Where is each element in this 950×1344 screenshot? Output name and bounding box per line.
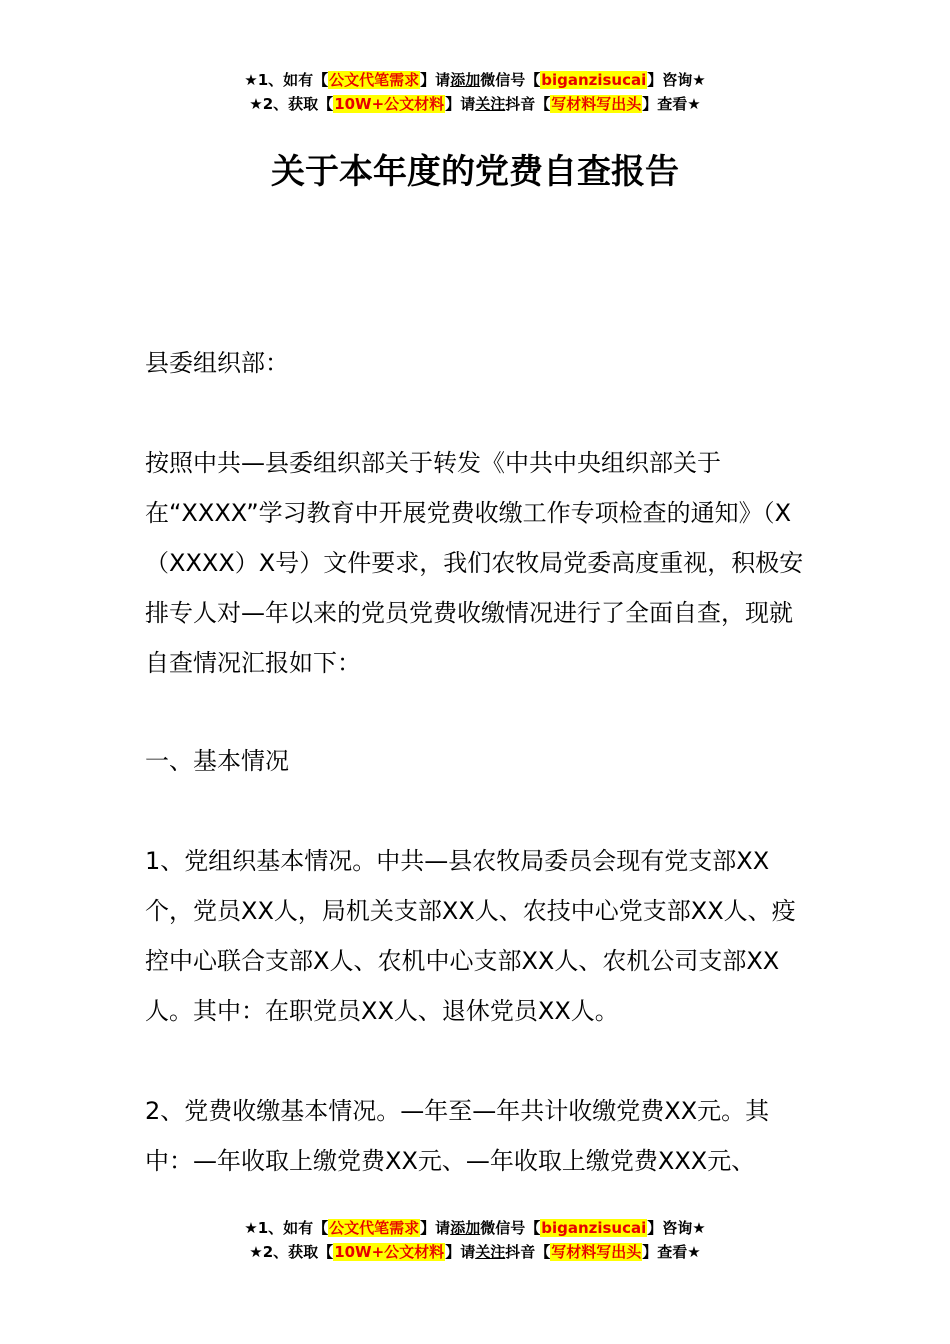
body-paragraph [145, 438, 813, 688]
banner-text: ★1、如有【 [244, 71, 329, 89]
header-banner [0, 68, 950, 116]
banner-text: ★2、获取【 [249, 1243, 334, 1261]
banner-line-1 [0, 68, 950, 92]
paragraph-text: 按照中共—县委组织部关于转发《中共中央组织部关于在“XXXX”学习教育中开展党费收缴工作专项检查的通知》（X（XXXX）X号）文件要求，我们农牧局党委高度重视，积极安排专人对—年以来的党员党费收缴情况进行了全面自查，现就自查情况汇报如下： [145, 449, 804, 677]
banner-underline: 添加 [450, 71, 481, 89]
banner-highlight: 写材料写出头 [551, 1243, 642, 1261]
footer-banner [0, 1216, 950, 1264]
banner-line-1 [0, 1216, 950, 1240]
banner-text: 】请 [420, 71, 451, 89]
document-title: 关于本年度的党费自查报告 [271, 152, 679, 192]
banner-underline: 关注 [475, 1243, 506, 1261]
salutation-text: 县委组织部： [145, 349, 289, 377]
banner-text: ★2、获取【 [249, 95, 334, 113]
list-item [145, 1086, 813, 1186]
banner-text: 抖音【 [505, 95, 551, 113]
banner-highlight: 10W+公文材料 [334, 95, 445, 113]
banner-line-2 [0, 92, 950, 116]
banner-highlight: biganzisucai [541, 1219, 647, 1237]
list-item [145, 836, 813, 1036]
banner-underline: 关注 [475, 95, 506, 113]
banner-text: 】请 [445, 1243, 476, 1261]
banner-text: 】咨询★ [647, 71, 706, 89]
list-item-text: 1、党组织基本情况。中共—县农牧局委员会现有党支部XX个，党员XX人，局机关支部XX人、农技中心党支部XX人、疫控中心联合支部X人、农机中心支部XX人、农机公司支部XX人。其中：在职党员XX人、退休党员XX人。 [145, 847, 796, 1025]
banner-text: 抖音【 [505, 1243, 551, 1261]
section-heading-text: 一、基本情况 [145, 747, 289, 775]
banner-text: ★1、如有【 [244, 1219, 329, 1237]
banner-text: 】请 [445, 95, 476, 113]
banner-underline: 添加 [450, 1219, 481, 1237]
banner-text: 微信号【 [480, 71, 541, 89]
banner-line-2 [0, 1240, 950, 1264]
section-heading [145, 736, 813, 786]
banner-text: 】查看★ [642, 95, 701, 113]
banner-highlight: 写材料写出头 [551, 95, 642, 113]
banner-highlight: 公文代笔需求 [329, 71, 420, 89]
list-item-text: 2、党费收缴基本情况。—年至—年共计收缴党费XX元。其中：—年收取上缴党费XX元、—年收取上缴党费XXX元、 [145, 1097, 770, 1175]
banner-text: 】查看★ [642, 1243, 701, 1261]
salutation [145, 338, 813, 388]
banner-highlight: 公文代笔需求 [329, 1219, 420, 1237]
banner-text: 微信号【 [480, 1219, 541, 1237]
banner-highlight: 10W+公文材料 [334, 1243, 445, 1261]
banner-text: 】请 [420, 1219, 451, 1237]
banner-text: 】咨询★ [647, 1219, 706, 1237]
banner-highlight: biganzisucai [541, 71, 647, 89]
